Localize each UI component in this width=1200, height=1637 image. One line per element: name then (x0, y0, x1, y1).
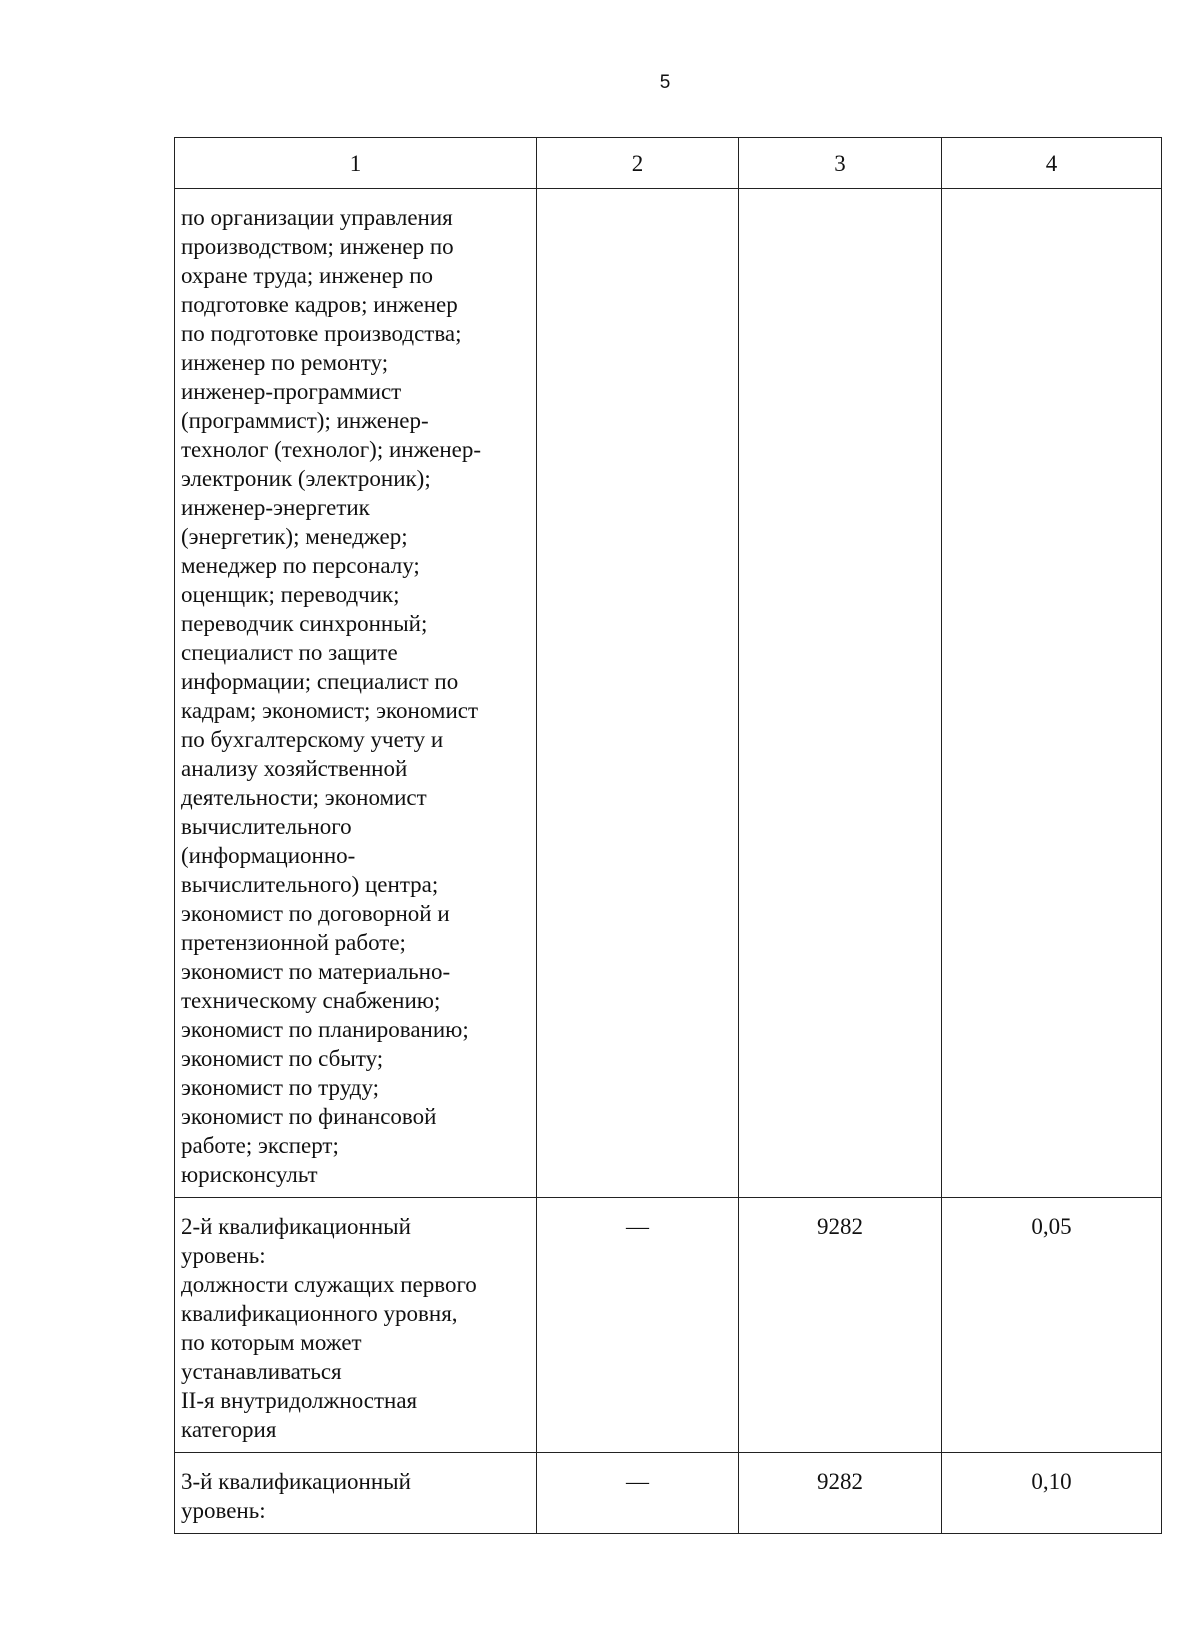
empty-cell (739, 189, 942, 1198)
header-col-4: 4 (942, 138, 1162, 189)
table-header (175, 138, 1162, 189)
dash-cell (537, 1453, 739, 1534)
salary-cell (739, 1453, 942, 1534)
header-col-2: 2 (537, 138, 739, 189)
dash-value: — (626, 1214, 649, 1239)
coefficient-cell (942, 1198, 1162, 1453)
dash-value: — (626, 1469, 649, 1494)
qualification-level-text: 3-й квалификационный уровень: (181, 1469, 411, 1523)
table-row (175, 1453, 1162, 1534)
qualification-level-cell (175, 1453, 537, 1534)
table-row (175, 189, 1162, 1198)
coefficient-value: 0,05 (1031, 1214, 1072, 1239)
position-list-text: по организации управления производством; инженер по охране труда; инженер по подготовке кадров; инженер по подготовке производства; инженер по ремонту; инженер-программист (программист); инженер- технолог (технолог); инженер- электроник (электроник); инженер-энергетик (энергетик); менеджер; менеджер по персоналу; оценщик; переводчик; переводчик синхронный; специалист по защите информации; специалист по кадрам; экономист; экономист по бухгалтерскому учету и анализу хозяйственной деятельности; экономист вычислительного (информационно- вычислительного) центра; экономист по договорной и претензионной работе; экономист по материально- техническому снабжению; экономист по планированию; экономист по сбыту; экономист по труду; экономист по финансовой работе; эксперт; юрисконсульт (181, 205, 482, 1187)
qualification-level-cell (175, 1198, 537, 1453)
dash-cell (537, 1198, 739, 1453)
header-row (175, 138, 1162, 189)
coefficient-value: 0,10 (1031, 1469, 1072, 1494)
header-col-1: 1 (175, 138, 537, 189)
qualification-table (174, 137, 1162, 1534)
empty-cell (537, 189, 739, 1198)
coefficient-cell (942, 1453, 1162, 1534)
salary-value: 9282 (817, 1469, 863, 1494)
table-row (175, 1198, 1162, 1453)
empty-cell (942, 189, 1162, 1198)
qualification-level-text: 2-й квалификационный уровень: должности служащих первого квалификационного уровня, по которым может устанавливаться II-я внутридолжностная категория (181, 1214, 477, 1442)
header-col-3: 3 (739, 138, 942, 189)
position-list-cell (175, 189, 537, 1198)
salary-cell (739, 1198, 942, 1453)
page-number: 5 (659, 72, 671, 93)
salary-value: 9282 (817, 1214, 863, 1239)
